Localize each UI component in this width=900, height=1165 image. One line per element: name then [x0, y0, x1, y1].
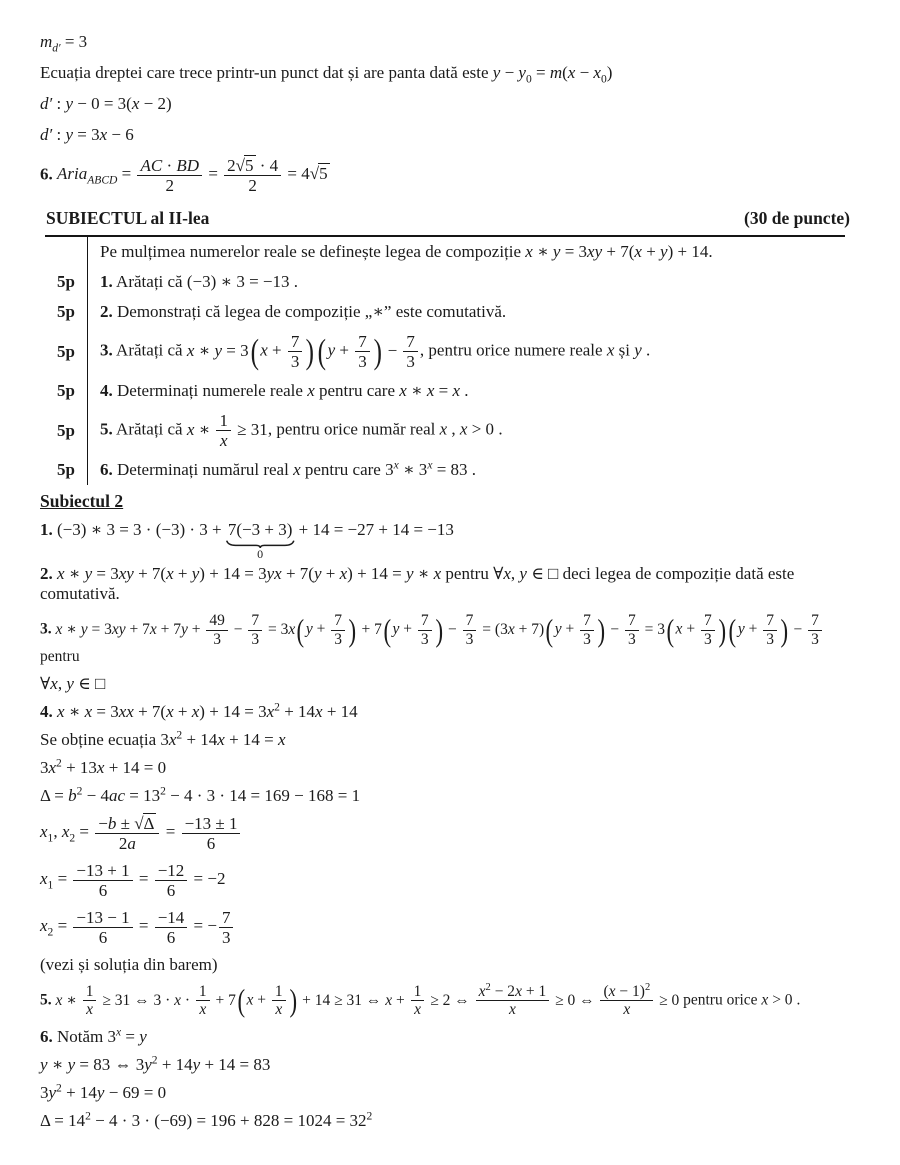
math-line-slope: $m_{d'} = 3$	[40, 32, 88, 55]
solution-line-3: 3. x ∗ y = 3xy + 7x + 7y + $\frac{49}{3}$ − $\frac{7}{3}$ = 3x ( y + $\frac{7}{3}$ ) + 7 ( y + $\frac{7}{3}$ ) − $\frac{7}{3}$ = (3x + 7) ( y + $\frac{7}{3}$ ) − $\frac{7}{3}$ = 3 ( x + $\frac{7}{3}$ ) ( y + $\frac{7}{3}$ ) − $\frac{7}{3}$ pentru	[40, 612, 852, 666]
solution-line-4c: $3x^2 + 13x + 14 = 0$	[40, 756, 167, 777]
solution-line-6: 6. Notăm $3^x = y$	[40, 1025, 147, 1046]
table-row	[45, 327, 852, 376]
solution-line-5: 5. x ∗ $\frac{1}{x}$ ≥ 31 ⇔ 3 · x · $\frac{1}{x}$ + 7 ( x + $\frac{1}{x}$ ) + 14 ≥ 31 ⇔ x + $\frac{1}{x}$ ≥ 2 ⇔ $\frac{x^2 - 2x + 1}{x}$ ≥ 0 ⇔ $\frac{(x - 1)^2}{x}$ ≥ 0 pentru orice x > 0 .	[40, 981, 801, 1019]
problem-intro: Pe mulțimea numerelor reale se definește legea de compoziție x ∗ y = 3xy + 7(x + y) + 14.	[87, 237, 852, 267]
text-line-equation-rule: Ecuația dreptei care trece printr-un punct dat și are panta dată este $y - y_0 = m(x - x_0)$	[40, 63, 613, 86]
solution-line-6c: $3y^2 + 14y - 69 = 0$	[40, 1081, 167, 1102]
math-line-d-prime-1: d′ : y − 0 = 3(x − 2)	[40, 94, 172, 113]
math-line-area: 6. Aria$_{ABCD}$ = $\frac{AC \cdot BD}{2}$ = $\frac{2√5 \cdot 4}{2}$ = 4√5	[40, 156, 328, 196]
solution-line-6b: y ∗ y = 83 ⇔ $3y^2 + 14y + 14 = 83$	[40, 1053, 271, 1074]
section-2-header	[40, 206, 852, 229]
solution-line-4d: $\Delta = b^2 - 4ac = 13^2 - 4 \cdot 3 \cdot 14 = 169 - 168 = 1$	[40, 784, 361, 805]
solution-line-6d: $\Delta = 14^2 - 4 \cdot 3 \cdot (-69) = 196 + 828 = 1024 = 32^2$	[40, 1109, 373, 1130]
problem-1: 1. Arătați că (−3) ∗ 3 = −13 .	[87, 267, 852, 297]
points-cell	[45, 237, 87, 267]
solution-line-4e: $x_1$, $x_2$ = $\frac{-b \pm √\Delta}{2a}$ = $\frac{-13 \pm 1}{6}$	[40, 814, 852, 853]
solutions-block	[40, 520, 852, 1131]
points-cell: 5p	[57, 302, 75, 322]
solution-line-4b: Se obține ecuația $3x^2 + 14x + 14 = x$	[40, 728, 286, 749]
table-row	[45, 376, 852, 406]
problem-6: 6. Determinați numărul real x pentru care 3$^x$ ∗ $3^x = 83$ .	[87, 455, 852, 485]
points-cell: 5p	[57, 381, 75, 401]
problem-3: 3. Arătați că x ∗ y = 3 ( x + $\frac{7}{3}$ ) ( y + $\frac{7}{3}$ ) − $\frac{7}{3}$ , pentru orice numere reale x și y .	[87, 327, 852, 376]
problems-table	[45, 237, 852, 485]
solution-line-1: 1. (−3) ∗ 3 = 3 · (−3) · 3 + 7(−3 + 3) 0 + 14 = −27 + 14 = −13	[40, 520, 454, 562]
points-cell: 5p	[57, 420, 75, 440]
solution-line-4f: $x_1$ = $\frac{-13 + 1}{6}$ = $\frac{-12}{6}$ = −2	[40, 860, 226, 900]
section-points: (30 de puncte)	[744, 208, 850, 229]
table-row	[45, 267, 852, 297]
solution-line-2: 2. x ∗ y = 3xy + 7(x + y) + 14 = 3yx + 7(y + x) + 14 = y ∗ x pentru ∀x, y ∈ □ deci legea de compoziție dată este comutativă.	[40, 564, 795, 604]
math-line-d-prime-2: d′ : y = 3x − 6	[40, 125, 134, 144]
problem-4: 4. Determinați numerele reale x pentru care x ∗ x = x .	[87, 376, 852, 406]
table-row	[45, 297, 852, 327]
solution-line-3b: ∀x, y ∈ □	[40, 673, 106, 693]
table-row	[45, 455, 852, 485]
section-title: SUBIECTUL al II-lea	[46, 208, 210, 229]
solution-line-4h: (vezi și soluția din barem)	[40, 955, 218, 975]
points-cell: 5p	[57, 460, 75, 480]
table-row	[45, 406, 852, 455]
top-solution-block	[40, 26, 852, 195]
table-row	[45, 237, 852, 267]
problem-5: 5. Arătați că x ∗ $\frac{1}{x}$ ≥ 31, pentru orice număr real x , x > 0 .	[87, 406, 852, 455]
problem-2: 2. Demonstrați că legea de compoziție „∗” este comutativă.	[87, 297, 852, 327]
points-cell: 5p	[57, 272, 75, 292]
solution-line-4g: $x_2$ = $\frac{-13 - 1}{6}$ = $\frac{-14}{6}$ = − $\frac{7}{3}$	[40, 908, 852, 947]
points-cell: 5p	[57, 341, 75, 361]
solution-line-4: 4. x ∗ $x = 3xx + 7(x + x) + 14 = 3x^2 + 14x + 14$	[40, 700, 358, 721]
solutions-title: Subiectul 2	[40, 491, 124, 512]
